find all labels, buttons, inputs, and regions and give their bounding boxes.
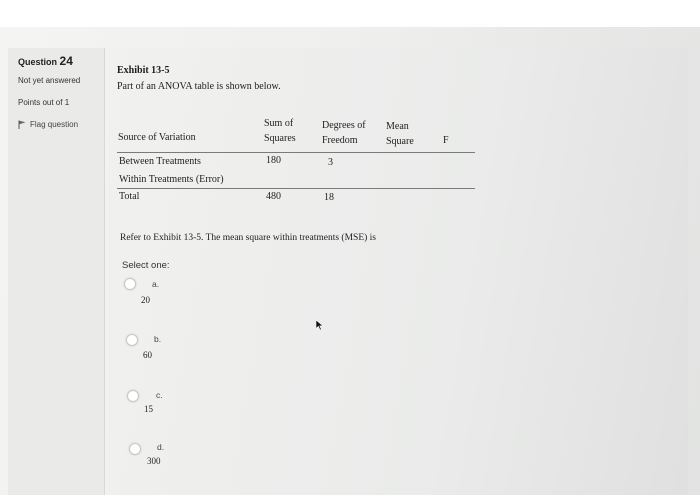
question-number: 24 [59,54,73,68]
option-b-letter: b. [154,334,162,344]
header-mean-square [386,119,414,149]
question-number-heading [18,54,73,68]
question-state: Not yet answered [18,76,81,85]
header-source: Source of Variation [118,132,196,143]
row-total-source: Total [119,191,140,202]
option-a-letter: a. [152,279,160,289]
row-between-df: 3 [328,157,333,168]
row-total-ss: 480 [266,191,281,202]
row-between-ss: 180 [266,155,281,166]
select-one-label: Select one: [122,260,170,271]
row-total-df: 18 [324,192,334,203]
header-f: F [443,135,449,146]
header-ss-line1: Sum of [264,118,294,129]
option-b-value: 60 [143,350,152,360]
header-ms-line1: Mean [386,121,409,132]
header-df-line1: Degrees of [322,120,366,131]
option-b[interactable] [126,332,186,368]
question-prompt: Refer to Exhibit 13-5. The mean square within treatments (MSE) is [120,233,377,243]
option-d[interactable] [129,440,189,476]
option-c-value: 15 [144,404,153,414]
row-between-source: Between Treatments [119,156,201,167]
option-a-value: 20 [141,295,150,305]
option-b-radio[interactable] [126,334,138,346]
question-grade: Points out of 1 [18,98,70,107]
option-d-letter: d. [157,442,165,452]
mouse-cursor-icon [316,318,325,336]
header-ss-line2: Squares [264,133,296,144]
header-ms-line2: Square [386,136,414,147]
header-sum-of-squares [264,116,296,146]
header-df-line2: Freedom [322,135,358,146]
table-total-rule [117,188,475,189]
flag-icon [18,120,26,129]
exhibit-description: Part of an ANOVA table is shown below. [117,81,281,92]
option-d-radio[interactable] [129,443,141,455]
question-label: Question [18,57,58,67]
flag-question-label: Flag question [30,120,79,129]
option-a[interactable] [124,276,184,312]
option-c-letter: c. [156,390,163,400]
option-a-radio[interactable] [124,278,136,290]
question-info-panel [8,48,105,495]
exhibit-title: Exhibit 13-5 [117,65,170,76]
row-within-source: Within Treatments (Error) [119,174,224,185]
table-header-rule [117,152,475,153]
option-c-radio[interactable] [127,390,139,402]
option-d-value: 300 [147,456,161,466]
flag-question-link[interactable] [18,120,78,129]
option-c[interactable] [127,388,187,424]
question-content [108,48,688,495]
header-degrees-of-freedom [322,118,366,148]
